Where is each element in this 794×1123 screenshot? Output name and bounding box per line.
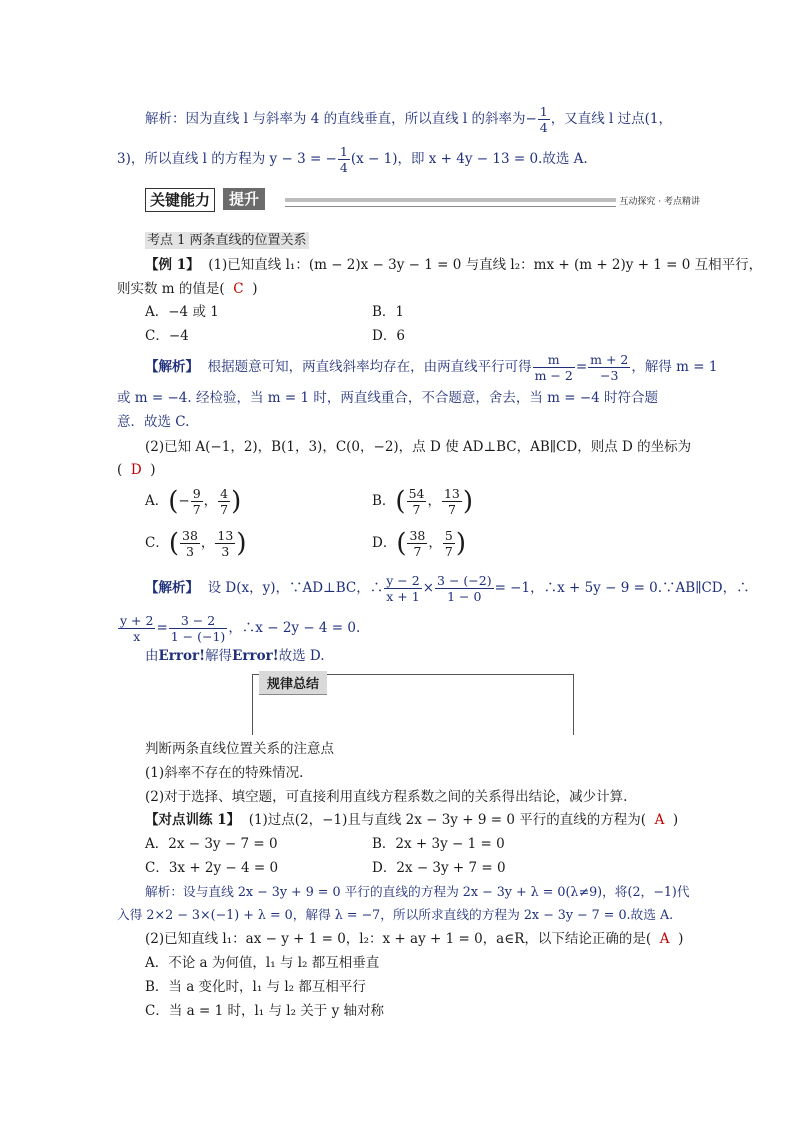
numerator: 3 − 2 [169,613,228,629]
t1q2-option-a: A．不论 a 为何值，l₁ 与 l₂ 都互相垂直 [145,955,380,971]
numerator: 9 [192,486,201,501]
text: 则实数 m 的值是( [117,281,225,297]
notes-item-1: (1)斜率不存在的特殊情况. [145,765,304,781]
denominator: 3 [185,544,194,559]
error-text: Error! [158,648,206,664]
top-solution-line2 [117,144,588,175]
paren-open: ( [396,528,407,559]
equals: = [156,620,168,636]
numerator: 54 [408,486,425,501]
fraction [407,486,427,517]
text: 根据题意可知，两直线斜率均存在，由两直线平行可得 [207,359,532,375]
numerator: 13 [217,528,234,543]
example1-q2-solution-line3 [145,647,325,665]
q2-option-a: A．(− $\frac{9}{7}$ ， $\frac{4}{7}$ ) [145,486,242,517]
answer: D [130,462,142,478]
option-label: C． [145,535,169,551]
text: ) [252,281,258,297]
option-b: B．1 [372,304,405,320]
paren-open: ( [168,528,179,559]
t1q2-option-b: B．当 a 变化时，l₁ 与 l₂ 都互相平行 [145,979,366,995]
denominator: 7 [413,544,422,559]
paren-close: ) [455,528,466,559]
paren-open: ( [168,486,179,517]
q2-option-c: C．( $\frac{38}{3}$ ， $\frac{13}{3}$ ) [145,528,247,559]
numerator: 13 [443,486,460,501]
fraction [538,104,550,135]
summary-title: 规律总结 [259,671,327,695]
fraction [191,486,203,517]
denominator: 7 [444,544,453,559]
option-c: C．−4 [145,328,189,344]
fraction [533,352,575,383]
t1-option-b: B．2x + 3y − 1 = 0 [372,836,505,852]
text: ) [678,931,684,947]
q2-option-b: B．( $\frac{54}{7}$ ， $\frac{13}{7}$ ) [372,486,474,517]
answer: A [659,931,670,947]
fraction [435,573,494,604]
text: ( [117,462,123,478]
denominator: 7 [220,502,229,517]
option-label: B． [372,493,396,509]
denominator: x [133,629,141,644]
section-banner [145,188,703,212]
denominator: 1 − (−1) [170,629,226,644]
text: ，又直线 l 过点(1， [550,111,673,127]
q2-option-d: D．( $\frac{38}{7}$ ， $\frac{5}{7}$ ) [372,528,466,559]
minus-sign: − [178,493,190,509]
notes-heading: 判断两条直线位置关系的注意点 [145,741,334,757]
example1-q1-solution-line1 [145,352,717,383]
example-label: 【例 1】 [145,257,200,273]
fraction [443,528,455,559]
text: 由 [145,648,159,664]
fraction [384,573,421,604]
example1-q2-line2 [117,461,156,479]
denominator: m − 2 [534,368,573,383]
fraction [588,352,630,383]
answer: A [654,812,665,828]
paren-close: ) [462,486,474,517]
denominator: 7 [192,502,201,517]
numerator: 1 [339,144,348,159]
training1-q1-solution-line2: 入得 2×2 − 3×(−1) + λ = 0，解得 λ = −7，所以所求直线的方程为 2x − 3y − 7 = 0.故选 A. [117,907,674,922]
example1-q2-solution-line1 [145,573,750,604]
denominator: 1 − 0 [447,589,482,604]
example1-q1-line2 [117,280,257,298]
solution-label: 【解析】 [145,580,199,596]
text: = −1，∴x + 5y − 9 = 0.∵AB∥CD，∴ [494,580,750,596]
fraction [338,144,350,175]
notes-item-2: (2)对于选择、填空题，可直接利用直线方程系数之间的关系得出结论，减少计算. [145,789,628,805]
fraction [118,613,155,644]
text: 3)，所以直线 l 的方程为 y − 3 = − [117,151,337,167]
top-solution-line1 [145,104,672,135]
example1-q1-solution-line3: 意．故选 C. [117,414,190,430]
paren-close: ) [231,486,242,517]
text: 解得 [205,648,233,664]
training-label: 【对点训练 1】 [145,812,241,828]
text: 解析：因为直线 l 与斜率为 4 的直线垂直，所以直线 l 的斜率为 [145,111,526,127]
t1-option-c: C．3x + 2y − 4 = 0 [145,860,279,876]
t1q2-option-c: C．当 a = 1 时，l₁ 与 l₂ 关于 y 轴对称 [145,1003,384,1019]
numerator: 4 [220,486,229,501]
text: ) [150,462,156,478]
text: 故选 D. [278,648,325,664]
banner-highlight-label: 提升 [223,188,265,210]
times-sign: × [422,580,435,596]
example1-q2-solution-line2 [117,613,360,644]
fraction [180,528,200,559]
example1-q2-line1: (2)已知 A(−1，2)，B(1，3)，C(0，−2)，点 D 使 AD⊥BC，AB∥CD，则点 D 的坐标为 [145,439,692,455]
fraction [407,528,427,559]
training1-q1-solution-line1: 解析：设与直线 2x − 3y + 9 = 0 平行的直线的方程为 2x − 3y + λ = 0(λ≠9)，将(2，−1)代 [145,884,690,899]
option-label: D． [372,535,397,551]
denominator: −3 [600,368,619,383]
fraction [169,613,228,644]
text: (x − 1)，即 x + 4y − 13 = 0.故选 A. [350,151,588,167]
numerator: m + 2 [590,352,629,367]
denominator: 7 [412,502,421,517]
numerator: m [533,352,575,368]
denominator: 3 [221,544,230,559]
banner-box-label: 关键能力 [145,188,215,212]
text: ) [672,812,679,828]
denominator: 7 [447,502,456,517]
option-label: A． [145,493,169,509]
answer: C [233,281,244,297]
fraction [218,486,230,517]
fraction [442,486,462,517]
denominator: 4 [539,120,548,135]
text: 设 D(x，y)，∵AD⊥BC，∴ [207,580,384,596]
text: (2)已知直线 l₁：ax − y + 1 = 0，l₂：x + ay + 1 = 0，a∈R，以下结论正确的是( [145,931,652,947]
denominator: 4 [339,160,348,175]
training1-q1-line [145,811,678,829]
numerator: 5 [444,528,453,543]
text: (1)过点(2，−1)且与直线 2x − 3y + 9 = 0 平行的直线的方程为( [248,812,646,828]
example1-q1-solution-line2: 或 m = −4. 经检验，当 m = 1 时，两直线重合，不合题意，舍去，当 m = −4 时符合题 [117,390,659,406]
text: (1)已知直线 l₁：(m − 2)x − 3y − 1 = 0 与直线 l₂：mx + (m + 2)y + 1 = 0 互相平行， [208,257,763,273]
t1-option-a: A．2x − 3y − 7 = 0 [145,836,278,852]
fraction [215,528,235,559]
text: ，解得 m = 1 [631,359,718,375]
example1-q1-line1 [145,256,762,274]
numerator: 1 [539,104,548,119]
numerator: 38 [409,528,426,543]
solution-label: 【解析】 [145,359,199,375]
summary-box [252,674,574,735]
option-d: D．6 [372,328,405,344]
paren-close: ) [236,528,247,559]
section-heading: 考点 1 两条直线的位置关系 [147,233,307,248]
paren-open: ( [395,486,406,517]
training1-q2-line [145,930,683,948]
option-a: A．−4 或 1 [145,304,219,320]
equals: = [575,359,588,375]
numerator: y + 2 [120,613,154,628]
denominator: x + 1 [386,589,420,604]
numerator: y − 2 [386,573,420,588]
t1-option-d: D．2x − 3y + 7 = 0 [372,860,506,876]
numerator: 38 [182,528,198,543]
numerator: 3 − (−2) [437,573,492,588]
minus-sign: − [525,111,537,127]
error-text: Error! [232,648,279,664]
banner-tag: 互动探究 · 考点精讲 [616,194,703,207]
text: ，∴x − 2y − 4 = 0. [228,620,361,636]
